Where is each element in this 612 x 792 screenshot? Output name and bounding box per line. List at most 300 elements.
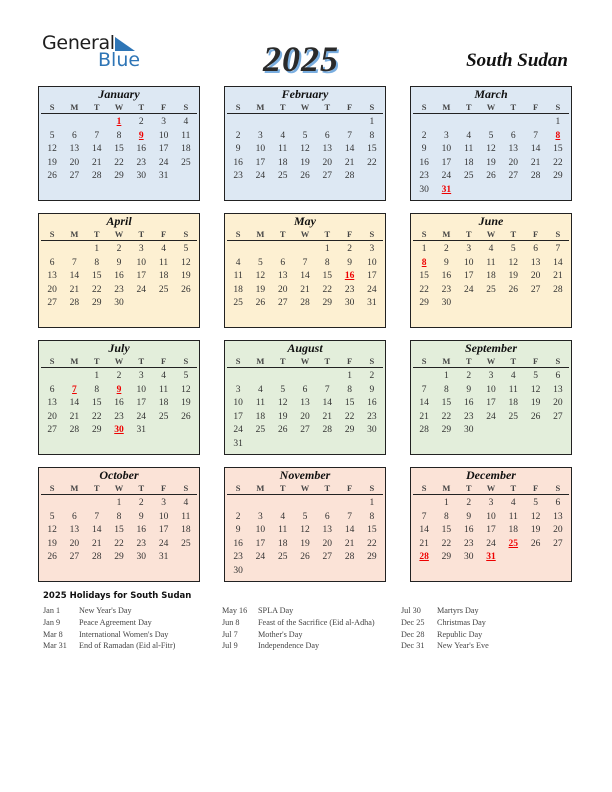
day-cell: 9 <box>466 511 472 522</box>
day-cell: 16 <box>441 271 452 282</box>
day-cell: 23 <box>463 538 474 549</box>
day-cell: 4 <box>280 511 286 522</box>
day-cell: 27 <box>277 298 288 309</box>
day-cell: 8 <box>94 384 100 395</box>
holiday-name: Independence Day <box>258 641 320 651</box>
day-cell: 5 <box>49 130 55 141</box>
weekday-header: F <box>338 228 360 241</box>
day-cell: 21 <box>553 271 563 282</box>
day-cell: 18 <box>181 525 191 536</box>
weekday-header: S <box>41 228 63 241</box>
weekday-header: T <box>316 482 338 495</box>
day-cell: 7 <box>72 257 77 268</box>
day-cell: 25 <box>508 411 519 422</box>
month-name: October <box>99 468 139 482</box>
weekday-header: S <box>547 101 569 114</box>
weekday-header: F <box>152 101 174 114</box>
day-cell: 13 <box>47 398 57 409</box>
day-cell: 20 <box>553 398 563 409</box>
day-cell: 17 <box>158 525 169 536</box>
day-cell: 10 <box>233 398 243 409</box>
day-cell: 3 <box>369 244 375 254</box>
empty-cell <box>294 497 316 511</box>
day-cell: 7 <box>555 244 561 254</box>
day-cell: 28 <box>300 298 310 309</box>
holiday-day-cell: 25 <box>508 538 519 549</box>
weekday-header: S <box>175 101 197 114</box>
day-cell: 14 <box>419 398 429 409</box>
day-cell: 3 <box>138 244 144 254</box>
day-cell: 26 <box>486 171 496 182</box>
day-cell: 30 <box>419 184 429 195</box>
day-cell: 8 <box>444 384 449 395</box>
holiday-row <box>401 617 489 629</box>
weekday-header: T <box>502 101 524 114</box>
holiday-day-cell: 31 <box>486 552 496 563</box>
holiday-row <box>401 605 489 617</box>
day-cell: 27 <box>553 538 563 549</box>
empty-cell <box>272 370 294 384</box>
day-cell: 23 <box>419 171 429 182</box>
empty-cell <box>63 243 85 257</box>
month-grid <box>39 228 199 311</box>
day-cell: 13 <box>322 525 333 536</box>
day-cell: 25 <box>158 411 169 422</box>
day-cell: 14 <box>300 271 310 282</box>
weekday-header: S <box>361 482 383 495</box>
weekday-header: T <box>86 101 108 114</box>
day-cell: 14 <box>344 525 355 536</box>
day-cell: 29 <box>322 298 333 309</box>
day-cell: 24 <box>463 284 474 295</box>
day-cell: 6 <box>555 371 561 381</box>
weekday-header: M <box>63 355 85 368</box>
holiday-row <box>222 617 375 629</box>
weekday-header: S <box>227 482 249 495</box>
month-name: August <box>287 341 323 355</box>
day-cell: 26 <box>255 298 266 309</box>
day-cell: 2 <box>116 371 122 381</box>
month-october <box>38 467 200 582</box>
empty-cell <box>502 116 524 130</box>
day-cell: 12 <box>530 511 541 522</box>
day-cell: 15 <box>441 398 452 409</box>
day-cell: 6 <box>324 130 330 141</box>
weekday-header: W <box>294 355 316 368</box>
day-cell: 19 <box>181 398 191 409</box>
weekday-header: S <box>413 482 435 495</box>
weekday-header: S <box>547 355 569 368</box>
day-cell: 16 <box>136 144 147 155</box>
holiday-name: Peace Agreement Day <box>79 617 152 627</box>
day-cell: 14 <box>419 525 429 536</box>
holiday-name: End of Ramadan (Eid al-Fitr) <box>79 641 176 651</box>
day-cell: 18 <box>158 398 169 409</box>
day-cell: 13 <box>69 144 80 155</box>
day-cell: 25 <box>277 171 288 182</box>
day-cell: 13 <box>553 384 563 395</box>
day-cell: 15 <box>91 271 102 282</box>
day-cell: 17 <box>486 525 496 536</box>
weekday-header: F <box>338 101 360 114</box>
day-cell: 5 <box>183 244 189 254</box>
empty-cell <box>316 116 338 130</box>
day-cell: 17 <box>136 271 147 282</box>
day-cell: 12 <box>181 257 191 268</box>
empty-cell <box>413 497 435 511</box>
holiday-name: Feast of the Sacrifice (Eid al-Adha) <box>258 617 375 627</box>
day-cell: 10 <box>158 511 169 522</box>
day-cell: 5 <box>488 130 494 141</box>
day-cell: 6 <box>533 244 538 254</box>
day-cell: 24 <box>233 425 243 436</box>
weekday-header: T <box>316 228 338 241</box>
weekday-header: S <box>547 228 569 241</box>
day-cell: 31 <box>158 171 169 182</box>
month-name: September <box>465 341 517 355</box>
day-cell: 26 <box>181 411 191 422</box>
day-cell: 7 <box>302 257 308 268</box>
holiday-row <box>222 640 375 652</box>
day-cell: 7 <box>533 130 538 141</box>
empty-cell <box>338 116 360 130</box>
day-cell: 12 <box>181 384 191 395</box>
day-cell: 10 <box>158 130 169 141</box>
day-cell: 15 <box>91 398 102 409</box>
holiday-day-cell: 8 <box>555 130 561 141</box>
day-cell: 9 <box>116 257 122 268</box>
day-cell: 27 <box>47 425 57 436</box>
day-cell: 8 <box>347 384 352 395</box>
day-cell: 12 <box>277 398 288 409</box>
day-cell: 5 <box>302 130 308 141</box>
day-cell: 4 <box>183 498 189 508</box>
month-august <box>224 340 386 455</box>
empty-cell <box>524 116 546 130</box>
holiday-day-cell: 28 <box>419 552 429 563</box>
day-cell: 26 <box>508 284 519 295</box>
month-november <box>224 467 386 582</box>
empty-cell <box>316 497 338 511</box>
weekday-header: T <box>272 482 294 495</box>
day-cell: 20 <box>553 525 563 536</box>
month-name: April <box>106 214 132 228</box>
day-cell: 20 <box>508 157 519 168</box>
day-cell: 25 <box>277 552 288 563</box>
day-cell: 11 <box>233 271 243 282</box>
day-cell: 8 <box>369 130 375 141</box>
holiday-day-cell: 9 <box>138 130 144 141</box>
day-cell: 15 <box>322 271 333 282</box>
day-cell: 19 <box>47 538 57 549</box>
day-cell: 22 <box>322 284 333 295</box>
month-february <box>224 86 386 201</box>
day-cell: 21 <box>344 538 355 549</box>
weekday-header: T <box>130 355 152 368</box>
day-cell: 3 <box>444 130 449 141</box>
day-cell: 13 <box>530 257 541 268</box>
day-cell: 19 <box>530 525 541 536</box>
month-grid <box>225 482 385 579</box>
day-cell: 23 <box>344 284 355 295</box>
empty-cell <box>338 497 360 511</box>
day-cell: 17 <box>463 271 474 282</box>
day-cell: 12 <box>508 257 519 268</box>
holiday-name: SPLA Day <box>258 606 294 615</box>
weekday-header: T <box>86 228 108 241</box>
day-cell: 22 <box>367 157 377 168</box>
weekday-header: W <box>480 228 502 241</box>
day-cell: 29 <box>91 425 102 436</box>
day-cell: 14 <box>69 271 80 282</box>
day-cell: 7 <box>421 384 427 395</box>
day-cell: 6 <box>72 511 77 522</box>
holiday-row <box>401 629 489 641</box>
day-cell: 8 <box>116 511 122 522</box>
day-cell: 15 <box>553 144 563 155</box>
day-cell: 6 <box>49 257 55 268</box>
day-cell: 11 <box>278 525 288 536</box>
month-september <box>410 340 572 455</box>
day-cell: 7 <box>94 130 100 141</box>
day-cell: 12 <box>47 525 57 536</box>
day-cell: 13 <box>47 271 57 282</box>
empty-cell <box>41 370 63 384</box>
day-cell: 17 <box>255 538 266 549</box>
weekday-header: T <box>130 482 152 495</box>
day-cell: 15 <box>367 144 377 155</box>
month-name: May <box>294 214 316 228</box>
empty-cell <box>41 243 63 257</box>
day-cell: 12 <box>530 384 541 395</box>
day-cell: 12 <box>47 144 57 155</box>
day-cell: 10 <box>255 525 266 536</box>
day-cell: 2 <box>466 371 472 381</box>
day-cell: 18 <box>277 538 288 549</box>
day-cell: 9 <box>421 144 427 155</box>
day-cell: 10 <box>486 384 496 395</box>
empty-cell <box>413 116 435 130</box>
day-cell: 14 <box>91 144 102 155</box>
holiday-name: International Women's Day <box>79 629 169 639</box>
day-cell: 28 <box>344 552 355 563</box>
day-cell: 10 <box>367 257 377 268</box>
day-cell: 11 <box>486 257 496 268</box>
day-cell: 18 <box>508 525 519 536</box>
day-cell: 4 <box>510 498 516 508</box>
weekday-header: T <box>502 355 524 368</box>
day-cell: 2 <box>421 130 427 141</box>
day-cell: 24 <box>255 552 266 563</box>
year-title: 2025 <box>263 39 339 79</box>
weekday-header: S <box>361 228 383 241</box>
day-cell: 31 <box>233 438 243 449</box>
day-cell: 22 <box>441 411 452 422</box>
day-cell: 25 <box>181 538 191 549</box>
day-cell: 28 <box>69 425 80 436</box>
weekday-header: M <box>63 101 85 114</box>
day-cell: 21 <box>419 538 429 549</box>
day-cell: 22 <box>91 411 102 422</box>
day-cell: 28 <box>91 171 102 182</box>
day-cell: 21 <box>322 411 333 422</box>
day-cell: 14 <box>344 144 355 155</box>
month-name: July <box>108 341 130 355</box>
day-cell: 29 <box>441 425 452 436</box>
day-cell: 23 <box>463 411 474 422</box>
weekday-header: T <box>316 101 338 114</box>
holiday-day-cell: 8 <box>421 257 427 268</box>
weekday-header: T <box>458 355 480 368</box>
day-cell: 30 <box>344 298 355 309</box>
day-cell: 20 <box>322 157 333 168</box>
day-cell: 20 <box>530 271 541 282</box>
weekday-header: M <box>249 228 271 241</box>
day-cell: 30 <box>463 425 474 436</box>
day-cell: 2 <box>138 117 144 127</box>
empty-cell <box>272 243 294 257</box>
holiday-date: Dec 25 <box>401 617 425 627</box>
weekday-header: S <box>227 228 249 241</box>
day-cell: 12 <box>300 144 310 155</box>
weekday-header: F <box>338 355 360 368</box>
day-cell: 30 <box>463 552 474 563</box>
day-cell: 10 <box>441 144 452 155</box>
day-cell: 18 <box>277 157 288 168</box>
month-grid <box>411 355 571 438</box>
empty-cell <box>272 116 294 130</box>
day-cell: 23 <box>114 411 124 422</box>
month-name: January <box>98 87 140 101</box>
weekday-header: T <box>272 355 294 368</box>
day-cell: 15 <box>367 525 377 536</box>
day-cell: 10 <box>255 144 266 155</box>
empty-cell <box>249 116 271 130</box>
empty-cell <box>249 497 271 511</box>
day-cell: 21 <box>300 284 310 295</box>
empty-cell <box>227 243 249 257</box>
weekday-header: F <box>152 482 174 495</box>
day-cell: 2 <box>116 244 122 254</box>
day-cell: 17 <box>136 398 147 409</box>
month-name: November <box>279 468 331 482</box>
day-cell: 20 <box>277 284 288 295</box>
empty-cell <box>249 370 271 384</box>
day-cell: 16 <box>463 398 474 409</box>
day-cell: 1 <box>555 117 561 127</box>
day-cell: 6 <box>324 511 330 522</box>
day-cell: 14 <box>530 144 541 155</box>
day-cell: 9 <box>347 257 352 268</box>
day-cell: 6 <box>72 130 77 141</box>
weekday-header: S <box>227 355 249 368</box>
day-cell: 7 <box>324 384 330 395</box>
day-cell: 3 <box>488 371 494 381</box>
day-cell: 27 <box>508 171 519 182</box>
day-cell: 27 <box>322 171 333 182</box>
day-cell: 30 <box>136 171 147 182</box>
holiday-day-cell: 9 <box>116 384 122 395</box>
weekday-header: F <box>152 355 174 368</box>
day-cell: 12 <box>300 525 310 536</box>
day-cell: 17 <box>441 157 452 168</box>
day-cell: 2 <box>235 130 241 141</box>
empty-cell <box>63 116 85 130</box>
day-cell: 3 <box>488 498 494 508</box>
weekday-header: M <box>435 228 457 241</box>
day-cell: 9 <box>235 144 241 155</box>
day-cell: 3 <box>466 244 472 254</box>
day-cell: 30 <box>114 298 124 309</box>
day-cell: 14 <box>553 257 563 268</box>
day-cell: 17 <box>255 157 266 168</box>
day-cell: 6 <box>510 130 516 141</box>
day-cell: 22 <box>367 538 377 549</box>
day-cell: 22 <box>91 284 102 295</box>
empty-cell <box>294 370 316 384</box>
day-cell: 8 <box>94 257 100 268</box>
empty-cell <box>227 116 249 130</box>
weekday-header: T <box>502 228 524 241</box>
day-cell: 21 <box>69 411 80 422</box>
day-cell: 24 <box>255 171 266 182</box>
day-cell: 17 <box>486 398 496 409</box>
day-cell: 12 <box>486 144 496 155</box>
day-cell: 30 <box>367 425 377 436</box>
day-cell: 4 <box>161 244 166 254</box>
day-cell: 4 <box>466 130 472 141</box>
month-grid <box>411 101 571 198</box>
day-cell: 27 <box>322 552 333 563</box>
day-cell: 15 <box>114 525 124 536</box>
holidays-column <box>43 605 175 652</box>
day-cell: 6 <box>49 384 55 395</box>
weekday-header: M <box>435 355 457 368</box>
day-cell: 7 <box>347 130 352 141</box>
weekday-header: T <box>458 101 480 114</box>
month-grid <box>39 101 199 184</box>
day-cell: 29 <box>114 171 124 182</box>
weekday-header: F <box>524 101 546 114</box>
day-cell: 18 <box>508 398 519 409</box>
weekday-header: W <box>294 101 316 114</box>
day-cell: 28 <box>553 284 563 295</box>
day-cell: 16 <box>136 525 147 536</box>
day-cell: 26 <box>47 552 57 563</box>
weekday-header: W <box>480 355 502 368</box>
empty-cell <box>294 116 316 130</box>
day-cell: 6 <box>555 498 561 508</box>
day-cell: 25 <box>181 157 191 168</box>
day-cell: 11 <box>181 511 191 522</box>
empty-cell <box>413 370 435 384</box>
day-cell: 31 <box>367 298 377 309</box>
day-cell: 28 <box>69 298 80 309</box>
day-cell: 13 <box>322 144 333 155</box>
day-cell: 5 <box>258 257 263 268</box>
holiday-date: Jan 9 <box>43 617 61 627</box>
day-cell: 31 <box>158 552 169 563</box>
day-cell: 2 <box>138 498 144 508</box>
weekday-header: M <box>249 101 271 114</box>
month-july <box>38 340 200 455</box>
day-cell: 8 <box>116 130 122 141</box>
day-cell: 10 <box>136 384 147 395</box>
day-cell: 11 <box>181 130 191 141</box>
day-cell: 24 <box>136 411 147 422</box>
day-cell: 2 <box>235 511 241 522</box>
day-cell: 8 <box>324 257 330 268</box>
